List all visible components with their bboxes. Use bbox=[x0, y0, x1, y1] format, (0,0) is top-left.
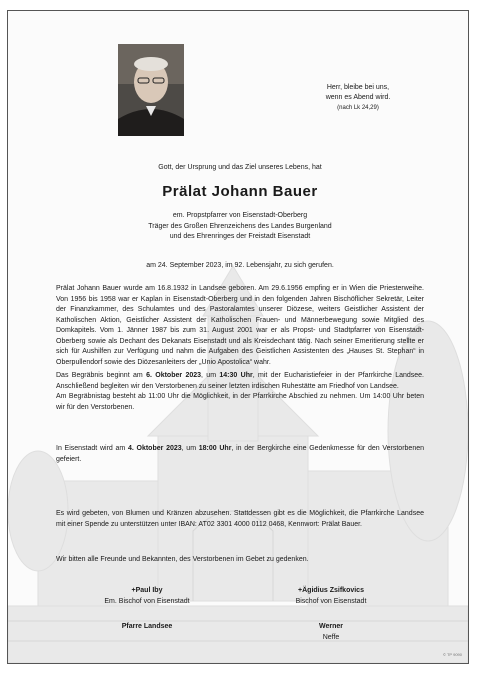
signatory-name: +Ägidius Zsifkovics bbox=[298, 587, 364, 594]
signatory-role: Em. Bischof von Eisenstadt bbox=[104, 597, 190, 605]
farewell-paragraph: Am Begräbnistag besteht ab 11:00 Uhr die Möglichkeit, in der Pfarrkirche Abschied zu nehmen. Um 14:00 Uhr beten wir für den Verstorbenen. bbox=[56, 393, 424, 411]
death-notice: am 24. September 2023, im 92. Lebensjahr, zu sich gerufen. bbox=[146, 262, 334, 269]
verse-reference: (nach Lk 24,29) bbox=[337, 105, 379, 111]
funeral-details bbox=[56, 371, 424, 413]
title-line: und des Ehrenringes der Freistadt Eisenstadt bbox=[169, 233, 311, 240]
signature-block bbox=[256, 586, 406, 607]
copyright-notice: © TP 9090 bbox=[442, 652, 462, 657]
memorial-mass bbox=[56, 444, 424, 465]
text-run: In Eisenstadt wird am bbox=[56, 445, 128, 452]
prayer-request: Wir bitten alle Freunde und Bekannten, des Verstorbenen im Gebet zu gedenken. bbox=[56, 556, 309, 563]
signature-block bbox=[72, 586, 222, 607]
text-run: , mit der Eucharistiefeier in der Pfarrkirche Landsee. Anschließend begleiten wir den Verstorbenen zu seiner letzten irdischen Ruhestätte am Friedhof von Landsee. bbox=[56, 372, 425, 390]
donation-request: Es wird gebeten, von Blumen und Kränzen abzusehen. Stattdessen gibt es die Möglichkeit, die Pfarrkirche Landsee mit einer Spende zu unterstützen unter IBAN: AT02 3301 4000 0112 0468, Kennwort: Prälat Bauer. bbox=[56, 510, 424, 528]
funeral-date: 6. Oktober 2023 bbox=[146, 372, 202, 379]
signatory-role: Neffe bbox=[322, 633, 340, 641]
mass-date: 4. Oktober 2023 bbox=[127, 445, 182, 452]
signatory-name: +Paul Iby bbox=[131, 587, 163, 594]
funeral-time: 14:30 Uhr bbox=[219, 372, 253, 379]
bible-verse bbox=[278, 83, 438, 113]
signature-block bbox=[72, 622, 222, 633]
text-run: Das Begräbnis beginnt am bbox=[56, 372, 147, 379]
honorary-titles bbox=[56, 211, 424, 243]
text-run: , um bbox=[181, 445, 199, 452]
obituary-card bbox=[7, 10, 469, 664]
verse-line: Herr, bleibe bei uns, bbox=[326, 84, 390, 91]
title-line: em. Propstpfarrer von Eisenstadt-Oberberg bbox=[172, 212, 308, 219]
deceased-name: Prälat Johann Bauer bbox=[162, 183, 318, 200]
biography: Prälat Johann Bauer wurde am 16.8.1932 in Landsee geboren. Am 29.6.1956 empfing er in Wien die Priesterweihe. Von 1956 bis 1958 war er Kaplan in Eisenstadt-Oberberg und in den folgenden Jahren Bischöflicher Sekretär, Leiter der Finanzkammer, des Schulamtes und des Pastoralamtes unserer Diözese, weiters Geistlicher Assistent der Katholischen Aktion, Geistlicher Assistent der Katholischen Frauen- und Männerbewegung sowie Mitglied des Domkapitels. Vom 1. Jänner 1987 bis zum 31. August 2001 war er als Propst- und Stadtpfarrer von Eisenstadt-Oberberg sowie als Dechant des Dekanats Eisenstadt und als Kreisdechant tätig. Nach seiner Emeritierung stellte er sich für Aushilfen zur Verfügung und nahm die Aufgaben des Geistlichen Assistenten des „Hauses St. Stephan“ in Oberpullendorf sowie des Diözesanleiters der „Unio Apostolica“ wahr. bbox=[56, 285, 424, 366]
text-run: , um bbox=[201, 372, 220, 379]
mass-time: 18:00 Uhr bbox=[198, 445, 232, 452]
intro-line: Gott, der Ursprung und das Ziel unseres Lebens, hat bbox=[158, 164, 322, 171]
title-line: Träger des Großen Ehrenzeichens des Landes Burgenland bbox=[148, 222, 332, 230]
verse-line: wenn es Abend wird. bbox=[325, 94, 391, 101]
signatory-name: Werner bbox=[319, 623, 343, 630]
funeral-paragraph bbox=[56, 371, 424, 392]
signature-block bbox=[256, 622, 406, 643]
portrait-photo bbox=[118, 44, 184, 136]
signatory-role: Bischof von Eisenstadt bbox=[295, 597, 367, 605]
text-run: , in der Bergkirche eine Gedenkmesse für den Verstorbenen gefeiert. bbox=[56, 445, 424, 463]
signatory-name: Pfarre Landsee bbox=[121, 623, 173, 630]
